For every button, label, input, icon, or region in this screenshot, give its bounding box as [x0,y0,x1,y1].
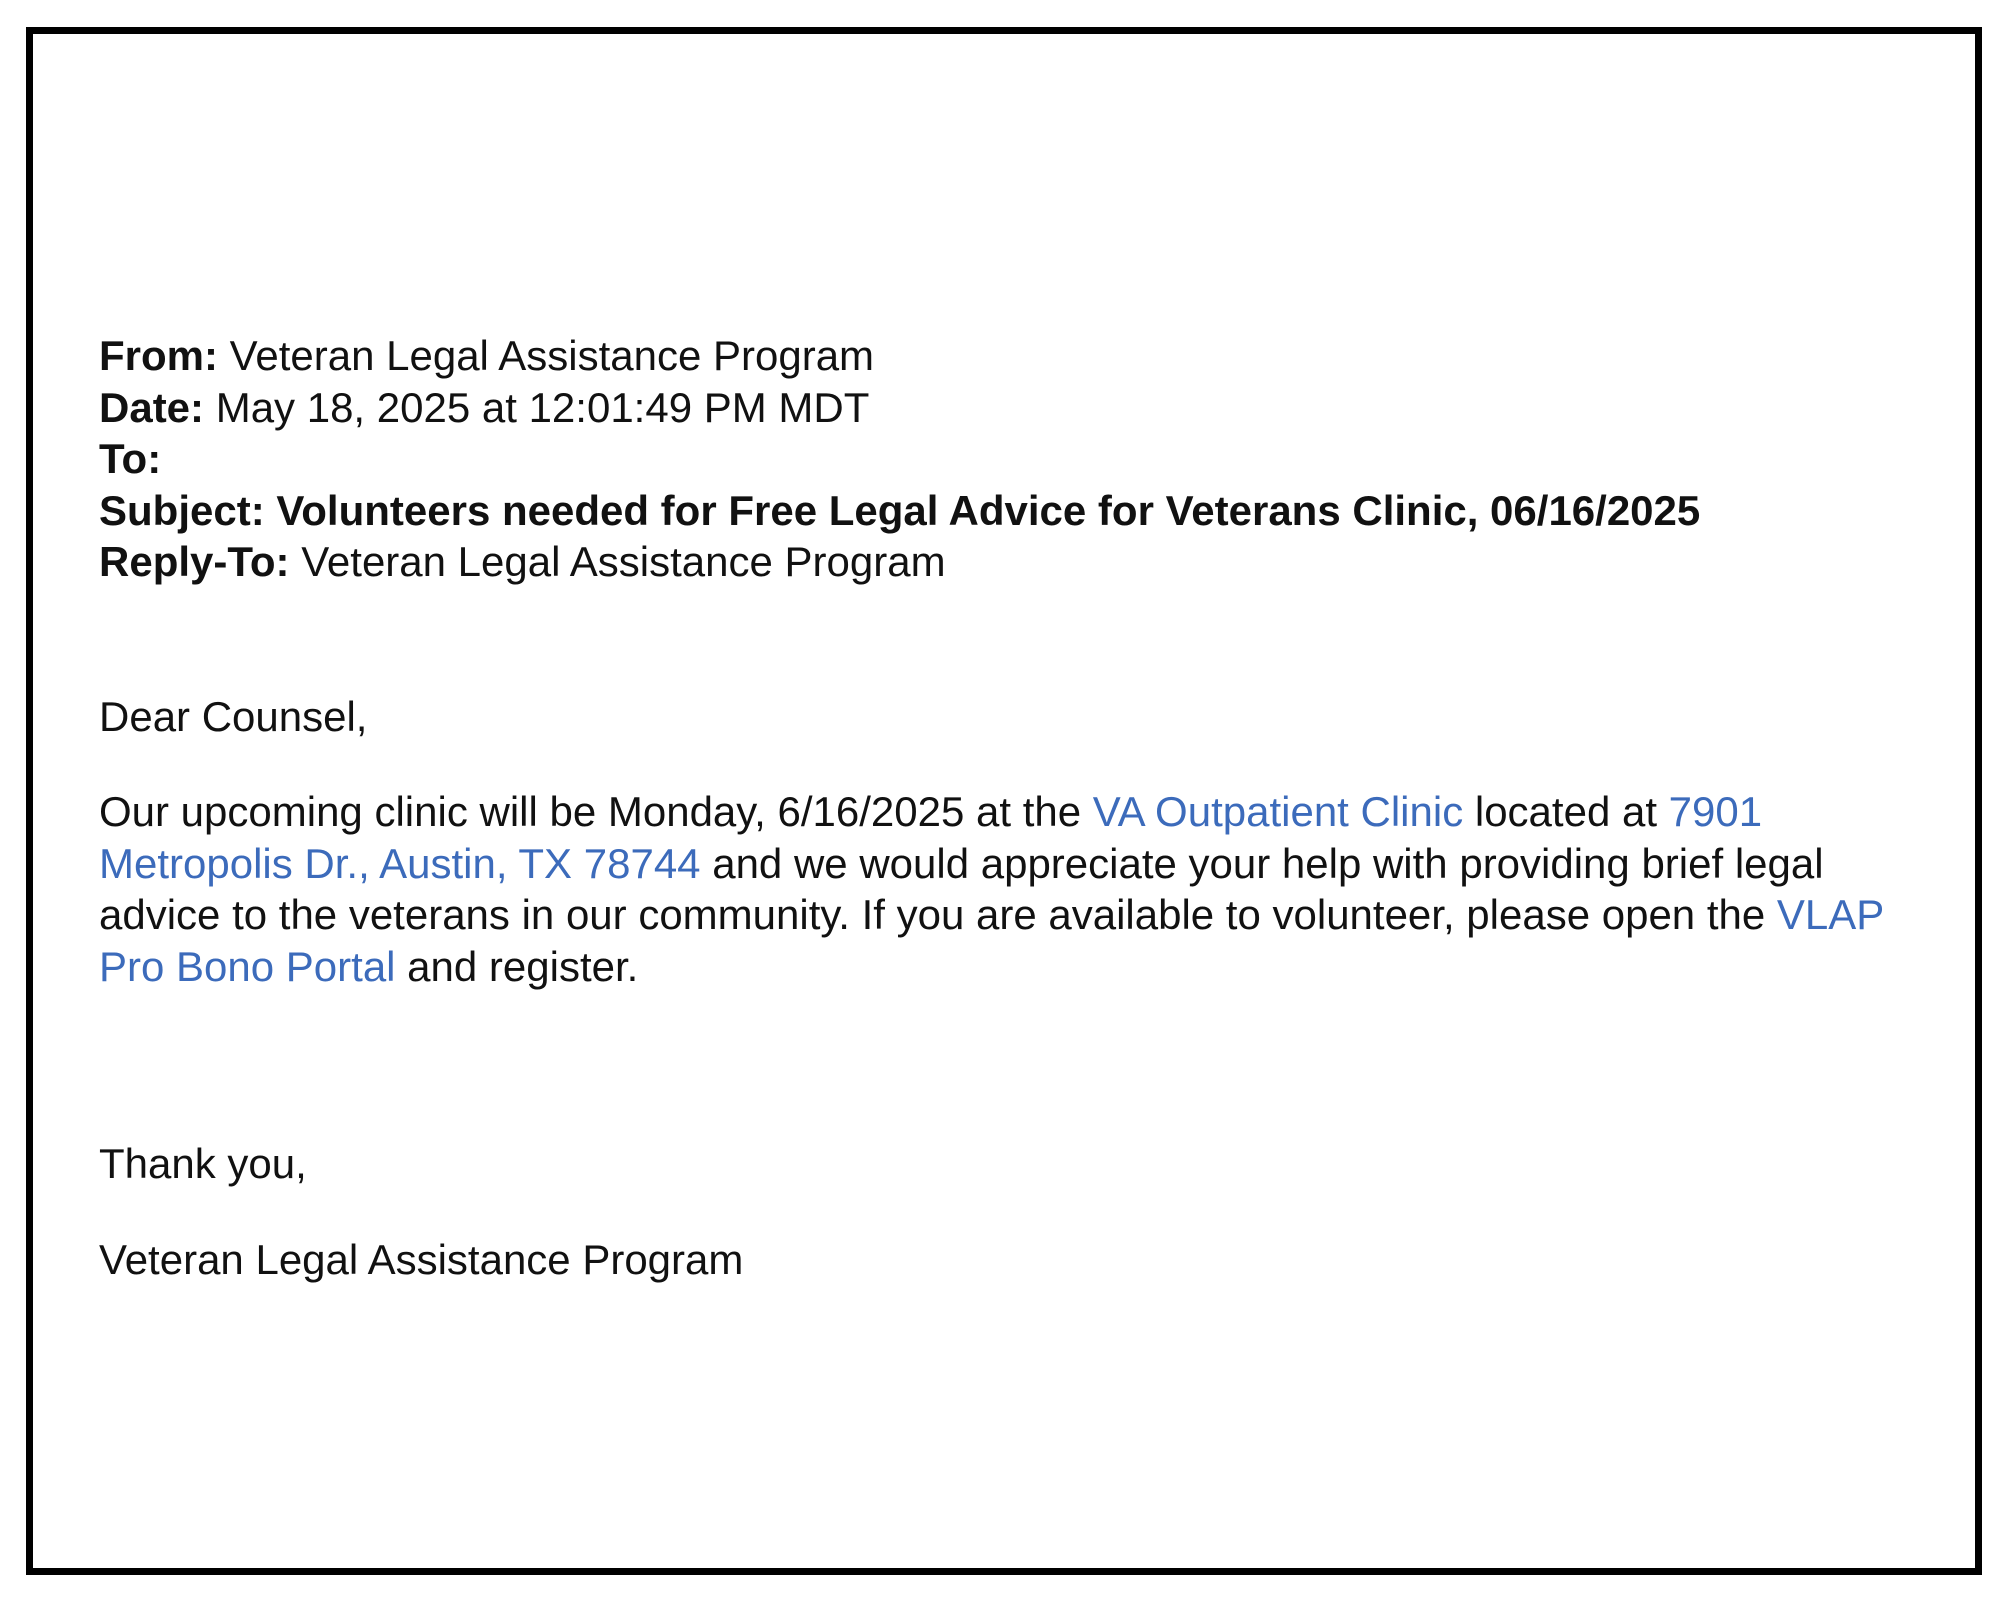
body-text-4: and register. [395,942,639,990]
signature: Veteran Legal Assistance Program [99,1235,744,1283]
date-header [99,382,1939,434]
greeting: Dear Counsel, [99,692,368,740]
subject-value: Volunteers needed for Free Legal Advice for Veterans Clinic, 06/16/2025 [276,486,1701,534]
reply-to-label: Reply-To: [99,538,290,585]
date-value: May 18, 2025 at 12:01:49 PM MDT [215,383,870,431]
reply-to-header [99,536,1939,588]
body-text-2: located at [1463,788,1669,835]
body-text-1: Our upcoming clinic will be Monday, 6/16/2025 at the [99,788,1093,835]
subject-label: Subject: [99,486,265,534]
to-header [99,433,1939,485]
pro-bono-portal-link[interactable]: VLAP Pro Bono Portal [99,891,1884,990]
email-message [99,330,1939,1285]
to-label: To: [99,435,162,482]
closing: Thank you, [99,1140,307,1187]
from-value: Veteran Legal Assistance Program [229,332,875,379]
from-label: From: [99,332,218,379]
body-paragraph [99,786,1939,992]
from-header [99,330,1939,382]
reply-to-value: Veteran Legal Assistance Program [301,538,946,585]
subject-header [99,485,1939,537]
va-clinic-link[interactable]: VA Outpatient Clinic [1092,788,1464,835]
address-link[interactable]: 7901 Metropolis Dr., Austin, TX 78744 [99,788,1763,887]
date-label: Date: [99,383,205,431]
body-text-3: and we would appreciate your help with providing brief legal advice to the veterans in our community. If you are available to volunteer, please open the [99,839,1824,938]
